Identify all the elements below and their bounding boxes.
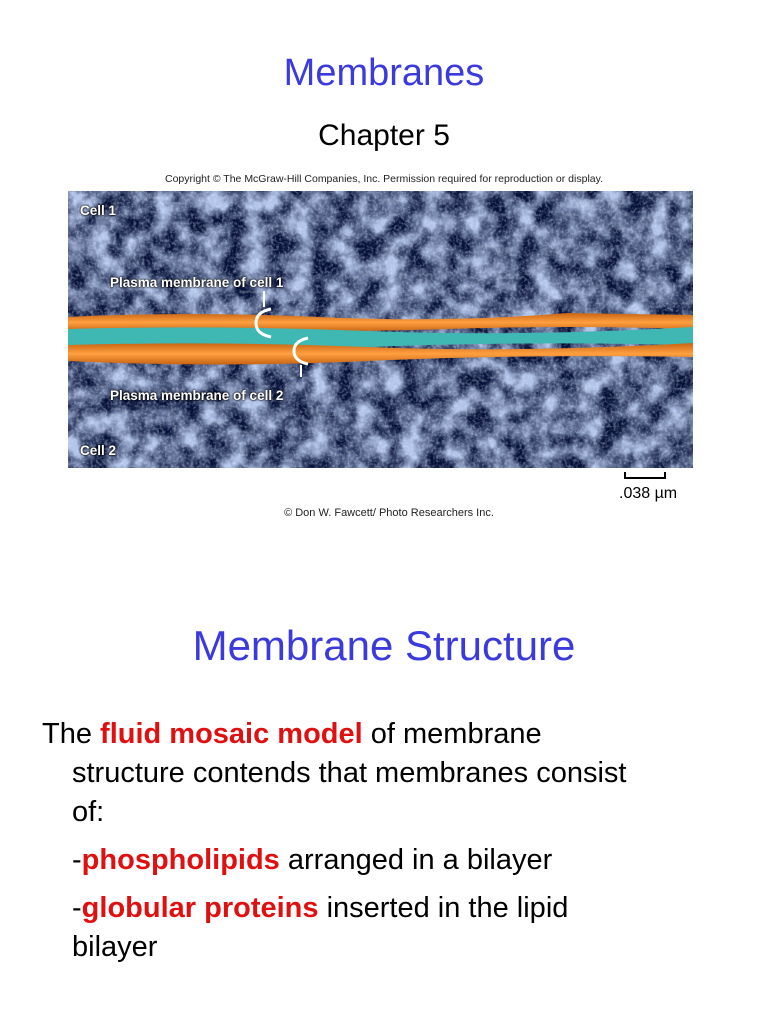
membrane-micrograph xyxy=(68,191,693,468)
label-plasma-membrane-cell1: Plasma membrane of cell 1 xyxy=(110,275,284,290)
scale-bar xyxy=(624,472,666,479)
copyright-notice: Copyright © The McGraw-Hill Companies, Inc. Permission required for reproduction or display. xyxy=(164,173,604,185)
highlight-phospholipids: phospholipids xyxy=(81,844,280,876)
bullet-phospholipids: -phospholipids arranged in a bilayer xyxy=(72,844,553,876)
paragraph-line1: The fluid mosaic model of membrane xyxy=(42,718,542,750)
section-title: Membrane Structure xyxy=(192,622,576,669)
label-cell2: Cell 2 xyxy=(80,443,117,458)
bullet-globular-proteins: -globular proteins inserted in the lipid xyxy=(72,892,569,924)
slide-title: Membranes xyxy=(283,52,485,94)
label-plasma-membrane-cell2: Plasma membrane of cell 2 xyxy=(110,388,284,403)
bullet-globular-proteins-line2: bilayer xyxy=(72,931,158,963)
chapter-subtitle: Chapter 5 xyxy=(318,119,450,152)
micrograph-image xyxy=(68,191,693,468)
label-cell1: Cell 1 xyxy=(80,203,117,218)
scale-label: .038 µm xyxy=(619,485,678,502)
highlight-fluid-mosaic-model: fluid mosaic model xyxy=(100,718,363,750)
highlight-globular-proteins: globular proteins xyxy=(81,892,319,924)
photo-credit: © Don W. Fawcett/ Photo Researchers Inc. xyxy=(284,507,494,519)
paragraph-line3: of: xyxy=(72,796,105,828)
paragraph-line2: structure contends that membranes consist xyxy=(72,757,627,789)
